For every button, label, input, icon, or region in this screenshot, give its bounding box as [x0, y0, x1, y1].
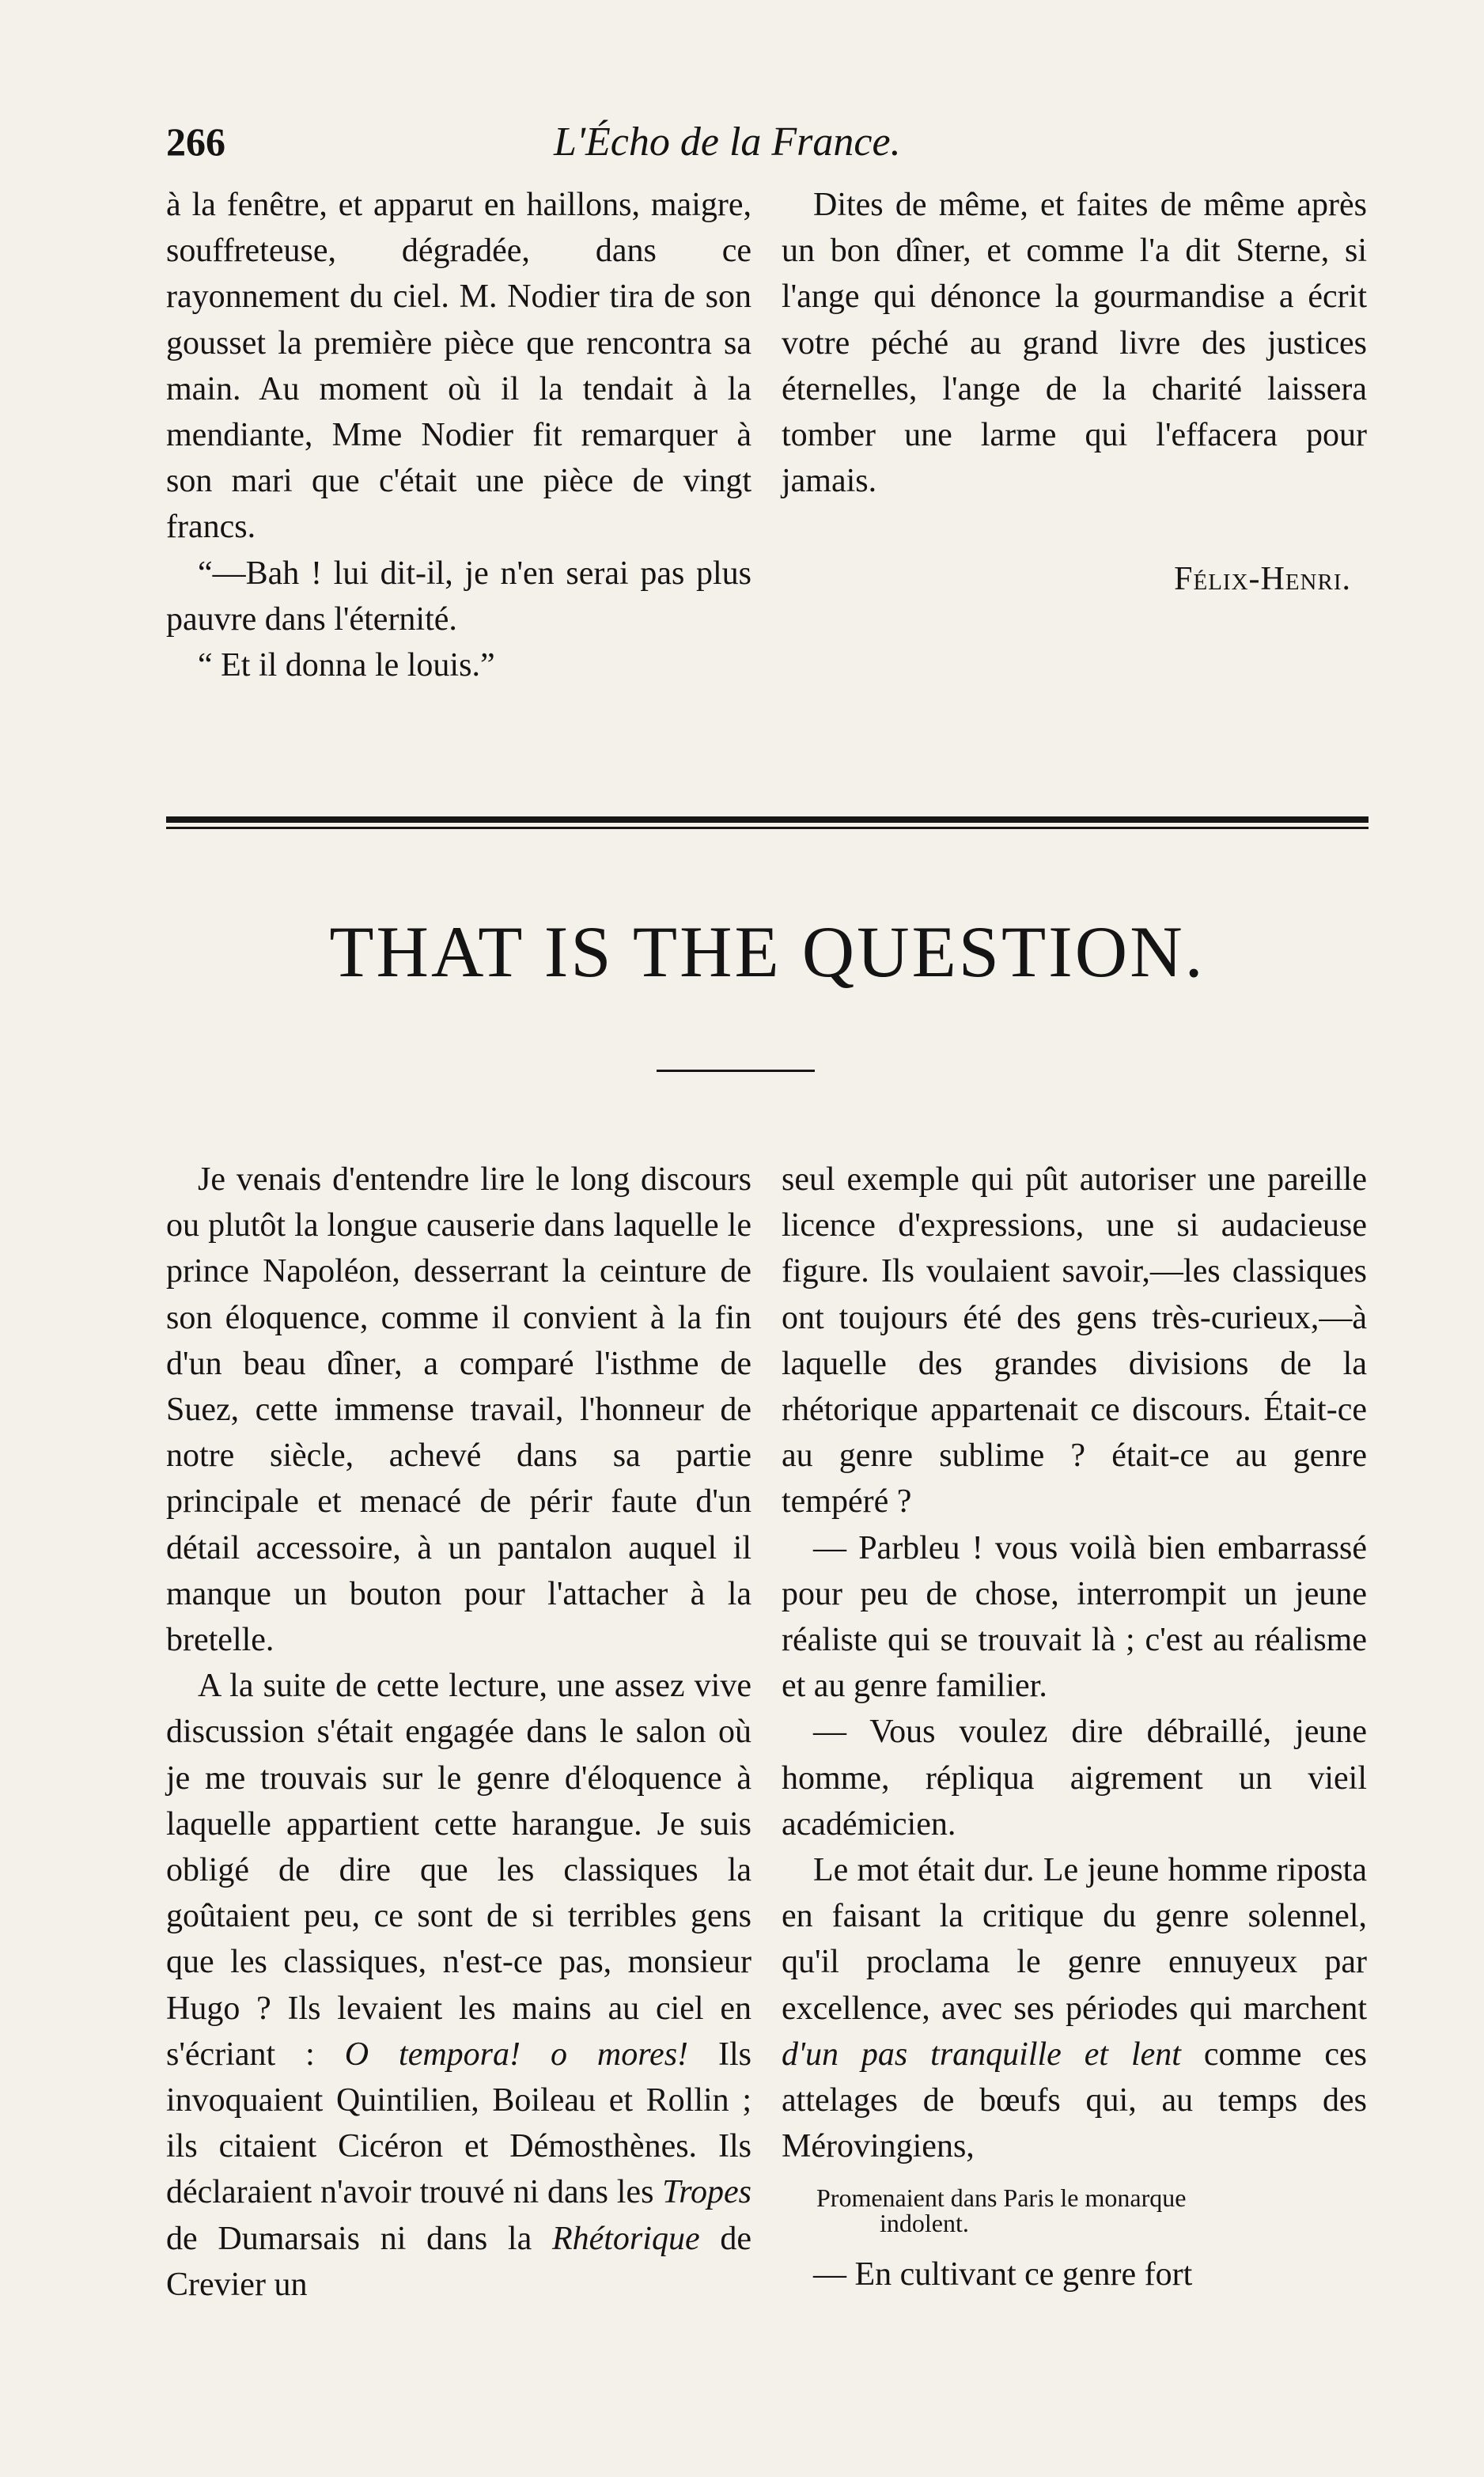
paragraph: — Parbleu ! vous voilà bien embarrassé pour peu de chose, interrompit un jeune réaliste qui se trouvait là ; c'est au réalisme et au genre familier.: [782, 1529, 1367, 1705]
verse-line: Promenaient dans Paris le monarque: [816, 2183, 1187, 2213]
text-run: Le mot était dur. Le jeune homme riposta en faisant la critique du genre solennel, qu'il proclama le genre ennuyeux par excellence, avec ses périodes qui marchent: [782, 1852, 1367, 2027]
divider-thick-line: [166, 816, 1369, 823]
title-underline-rule: [657, 1070, 815, 1072]
text-run: A la suite de cette lecture, une assez vive discussion s'était engagée dans le salon où je me trouvais sur le genre d'éloquence à laquelle appartient cette harangue. Je suis obligé de dire que les classiques la goûtaient peu, ce sont de si terribles gens que les classiques, n'est-ce pas, monsieur Hugo ? Ils levaient les mains au ciel en s'écriant :: [166, 1668, 751, 2073]
running-head: [166, 119, 1369, 174]
page-number: 266: [166, 119, 225, 164]
text-run: comme ces attelages de bœufs qui, au temps des Mérovingiens,: [782, 2036, 1368, 2165]
section-divider: [166, 816, 1369, 829]
paragraph: Je venais d'entendre lire le long discours ou plutôt la longue causerie dans laquelle le prince Napoléon, desserrant la ceinture de son éloquence, comme il convient à la fin d'un beau dîner, a comparé l'isthme de Suez, cette immense travail, l'honneur de notre siècle, achevé dans sa partie principale et menacé de périr faute d'un détail accessoire, à un pantalon auquel il manque un bouton pour l'attacher à la bretelle.: [166, 1161, 751, 1659]
quoted-phrase: d'un pas tranquille et lent: [782, 2036, 1181, 2073]
paragraph: “ Et il donna le louis.”: [198, 647, 495, 684]
divider-thin-line: [166, 827, 1369, 829]
paragraph: à la fenêtre, et apparut en haillons, maigre, souffreteuse, dégradée, dans ce rayonnement du ciel. M. Nodier tira de son gousset la première pièce que rencontra sa main. Au moment où il la tendait à la mendiante, Mme Nodier fit remarquer à son mari que c'était une pièce de vingt francs.: [166, 187, 751, 546]
paragraph: — Vous voulez dire débraillé, jeune homme, répliqua aigrement un vieil académicien.: [782, 1714, 1367, 1843]
book-title: Tropes: [662, 2174, 751, 2211]
previous-article-left-column: [166, 182, 751, 688]
paragraph: Dites de même, et faites de même après un bon dîner, et comme l'a dit Sterne, si l'ange qui dénonce la gourmandise a écrit votre péché au grand livre des justices éternelles, l'ange de la charité laissera tomber une larme qui l'effacera pour jamais.: [782, 187, 1367, 500]
text-run: de Crevier un: [166, 2220, 751, 2303]
paragraph: — En cultivant ce genre fort: [813, 2256, 1193, 2293]
author-signature: Félix-Henri.: [1174, 561, 1351, 598]
previous-article-right-column: [782, 182, 1367, 603]
paragraph: [166, 1663, 751, 2308]
paragraph: “—Bah ! lui dit-il, je n'en serai pas plus pauvre dans l'éternité.: [166, 555, 751, 638]
running-title: L'Écho de la France.: [554, 119, 901, 165]
text-run: de Dumarsais ni dans la: [166, 2220, 552, 2257]
article-left-column: [166, 1157, 751, 2308]
text-run: Ils invoquaient Quintilien, Boileau et Rollin ; ils citaient Cicéron et Démosthènes. Ils déclaraient n'avoir trouvé ni dans les: [166, 2036, 751, 2211]
article-right-column: [782, 1157, 1367, 2298]
article-title: THAT IS THE QUESTION.: [329, 911, 1206, 992]
paragraph: [782, 1847, 1367, 2169]
verse-line: indolent.: [880, 2209, 969, 2238]
paragraph: seul exemple qui pût autoriser une pareille licence d'expressions, une si audacieuse figure. Ils voulaient savoir,—les classiques ont toujours été des gens très-curieux,—à laquelle des grandes divisions de la rhétorique appartenait ce discours. Était-ce au genre sublime ? était-ce au genre tempéré ?: [782, 1161, 1367, 1521]
latin-quote: O tempora! o mores!: [344, 2036, 689, 2073]
book-title: Rhétorique: [551, 2220, 700, 2257]
verse-quotation: [816, 2185, 1367, 2236]
